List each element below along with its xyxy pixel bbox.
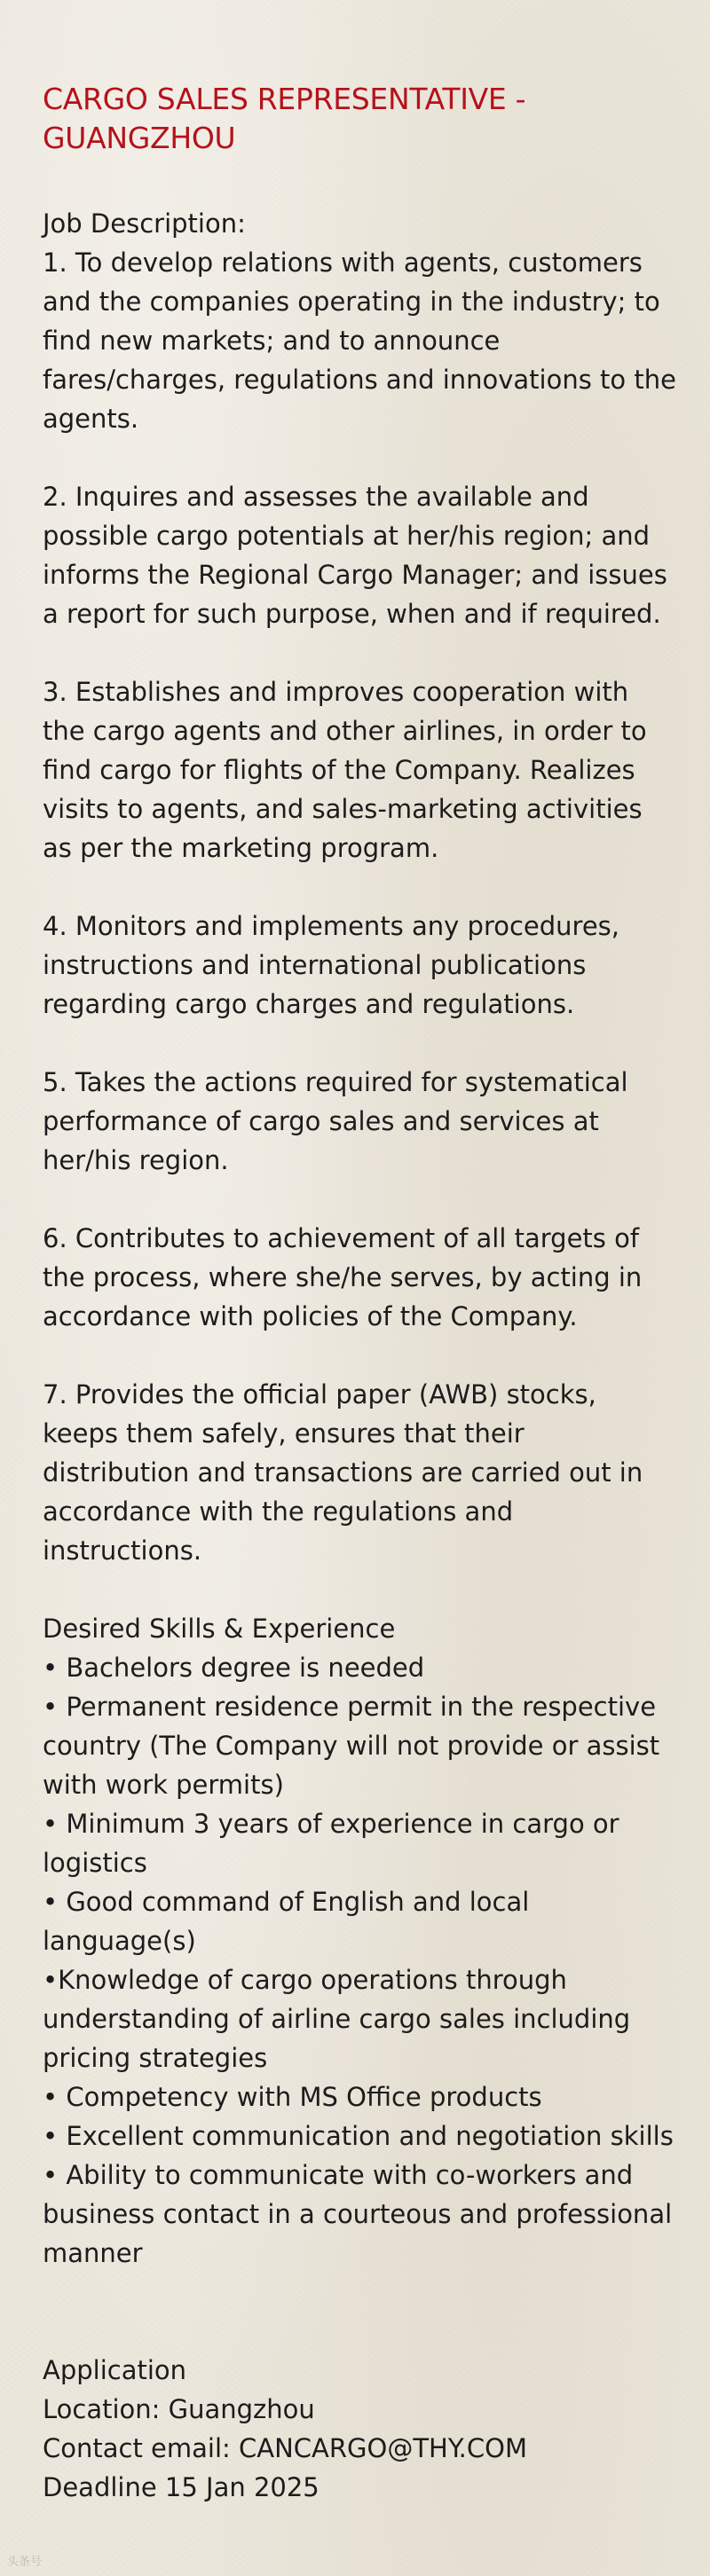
duty-item-4: 4. Monitors and implements any procedures, instructions and international publications regarding cargo charges and regulations.: [43, 911, 620, 1019]
duty-item-5: 5. Takes the actions required for systematical performance of cargo sales and services at her/his region.: [43, 1067, 628, 1175]
application-section: [43, 2351, 678, 2507]
skill-item: • Competency with MS Office products: [43, 2082, 542, 2112]
job-description-heading: Job Description:: [43, 208, 246, 239]
duty-item-1: 1. To develop relations with agents, customers and the companies operating in the industry; to find new markets; and to announce fares/charges, regulations and innovations to the agents.: [43, 247, 676, 434]
duty-item-2: 2. Inquires and assesses the available and possible cargo potentials at her/his region; and informs the Regional Cargo Manager; and issues a report for such purpose, when and if required.: [43, 482, 667, 629]
skill-item: • Permanent residence permit in the respective country (The Company will not provide or assist with work permits): [43, 1692, 660, 1800]
skill-item: • Bachelors degree is needed: [43, 1653, 425, 1683]
skills-heading: Desired Skills & Experience: [43, 1614, 396, 1644]
job-posting: [43, 80, 678, 2507]
location-text: Location: Guangzhou: [43, 2394, 315, 2424]
skills-section: [43, 1609, 678, 2273]
skill-item: • Ability to communicate with co-workers and business contact in a courteous and professional manner: [43, 2160, 673, 2268]
duty-item-6: 6. Contributes to achievement of all targets of the process, where she/he serves, by acting in accordance with policies of the Company.: [43, 1223, 643, 1331]
skill-item: •Knowledge of cargo operations through understanding of airline cargo sales including pricing strategies: [43, 1965, 631, 2073]
skill-item: • Good command of English and local language(s): [43, 1887, 530, 1956]
skill-item: • Excellent communication and negotiation skills: [43, 2121, 674, 2151]
page-title: CARGO SALES REPRESENTATIVE - GUANGZHOU: [43, 82, 526, 155]
deadline-text: Deadline 15 Jan 2025: [43, 2472, 320, 2502]
job-description-section: [43, 204, 678, 1570]
skill-item: • Minimum 3 years of experience in cargo or logistics: [43, 1809, 619, 1878]
application-heading: Application: [43, 2355, 187, 2385]
duty-item-7: 7. Provides the official paper (AWB) stocks, keeps them safely, ensures that their distribution and transactions are carried out in accordance with the regulations and instructions.: [43, 1379, 643, 1566]
watermark: 头条号: [7, 2556, 43, 2569]
duty-item-3: 3. Establishes and improves cooperation with the cargo agents and other airlines, in order to find cargo for flights of the Company. Realizes visits to agents, and sales-marketing activities as per the marketing program.: [43, 677, 647, 863]
contact-email: Contact email: CANCARGO@THY.COM: [43, 2433, 528, 2463]
